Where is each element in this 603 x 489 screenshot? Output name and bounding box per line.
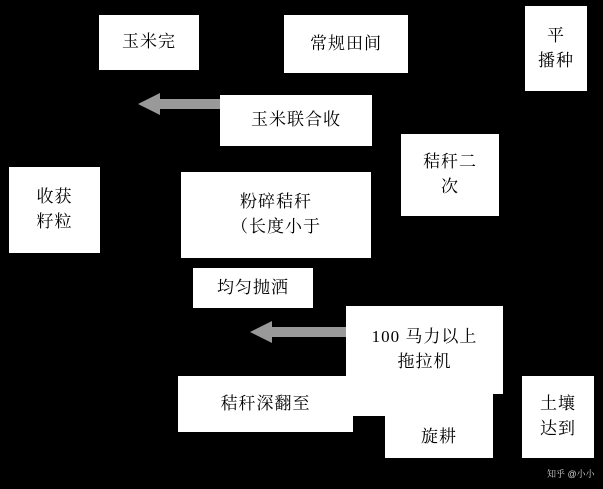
node-jiegan-erci-label-2: 次 <box>441 177 459 196</box>
node-shenfan-label: 秸秆深翻至 <box>220 393 311 413</box>
node-changgui-label: 常规田间 <box>310 33 382 53</box>
node-turang[interactable] <box>522 376 594 458</box>
node-xuangeng-label: 旋耕 <box>421 426 457 446</box>
node-yumilianhe-label: 玉米联合收 <box>251 110 341 130</box>
node-shouhuo[interactable] <box>9 167 100 253</box>
node-pingbozhong-label-1: 平 <box>547 25 565 45</box>
node-xuangeng[interactable] <box>385 416 493 458</box>
watermark: 知乎 @小小 <box>547 469 595 479</box>
node-fensui-label-2: （长度小于 <box>231 217 321 236</box>
node-jiegan-erci[interactable] <box>401 134 499 216</box>
node-shouhuo-label-1: 收获 <box>36 187 73 207</box>
node-yumiwan-label: 玉米完 <box>122 32 176 52</box>
node-shenfan[interactable] <box>178 376 353 432</box>
node-changgui[interactable] <box>284 15 408 73</box>
node-shouhuo-label-2: 籽粒 <box>36 212 73 231</box>
arrow-to-yumiwan <box>138 93 220 115</box>
node-junyun[interactable] <box>193 268 313 308</box>
node-turang-label-1: 土壤 <box>540 394 576 414</box>
node-junyun-label: 均匀抛洒 <box>217 277 289 297</box>
node-tuolaji[interactable] <box>346 306 503 394</box>
node-fensui[interactable] <box>181 172 371 258</box>
node-turang-label-2: 达到 <box>540 419 576 438</box>
node-jiegan-erci-label-1: 秸秆二 <box>423 152 477 172</box>
node-pingbozhong-label-2: 播种 <box>538 50 574 70</box>
node-xuangeng-extension <box>353 394 493 416</box>
node-tuolaji-label-2: 拖拉机 <box>397 352 452 371</box>
arrow-to-junyun <box>250 321 346 343</box>
node-yumilianhe[interactable] <box>220 95 372 146</box>
node-pingbozhong[interactable] <box>525 6 587 91</box>
node-yumiwan[interactable] <box>99 15 199 70</box>
node-fensui-label-1: 粉碎秸秆 <box>240 192 312 212</box>
node-tuolaji-label-1: 100 马力以上 <box>371 327 478 347</box>
